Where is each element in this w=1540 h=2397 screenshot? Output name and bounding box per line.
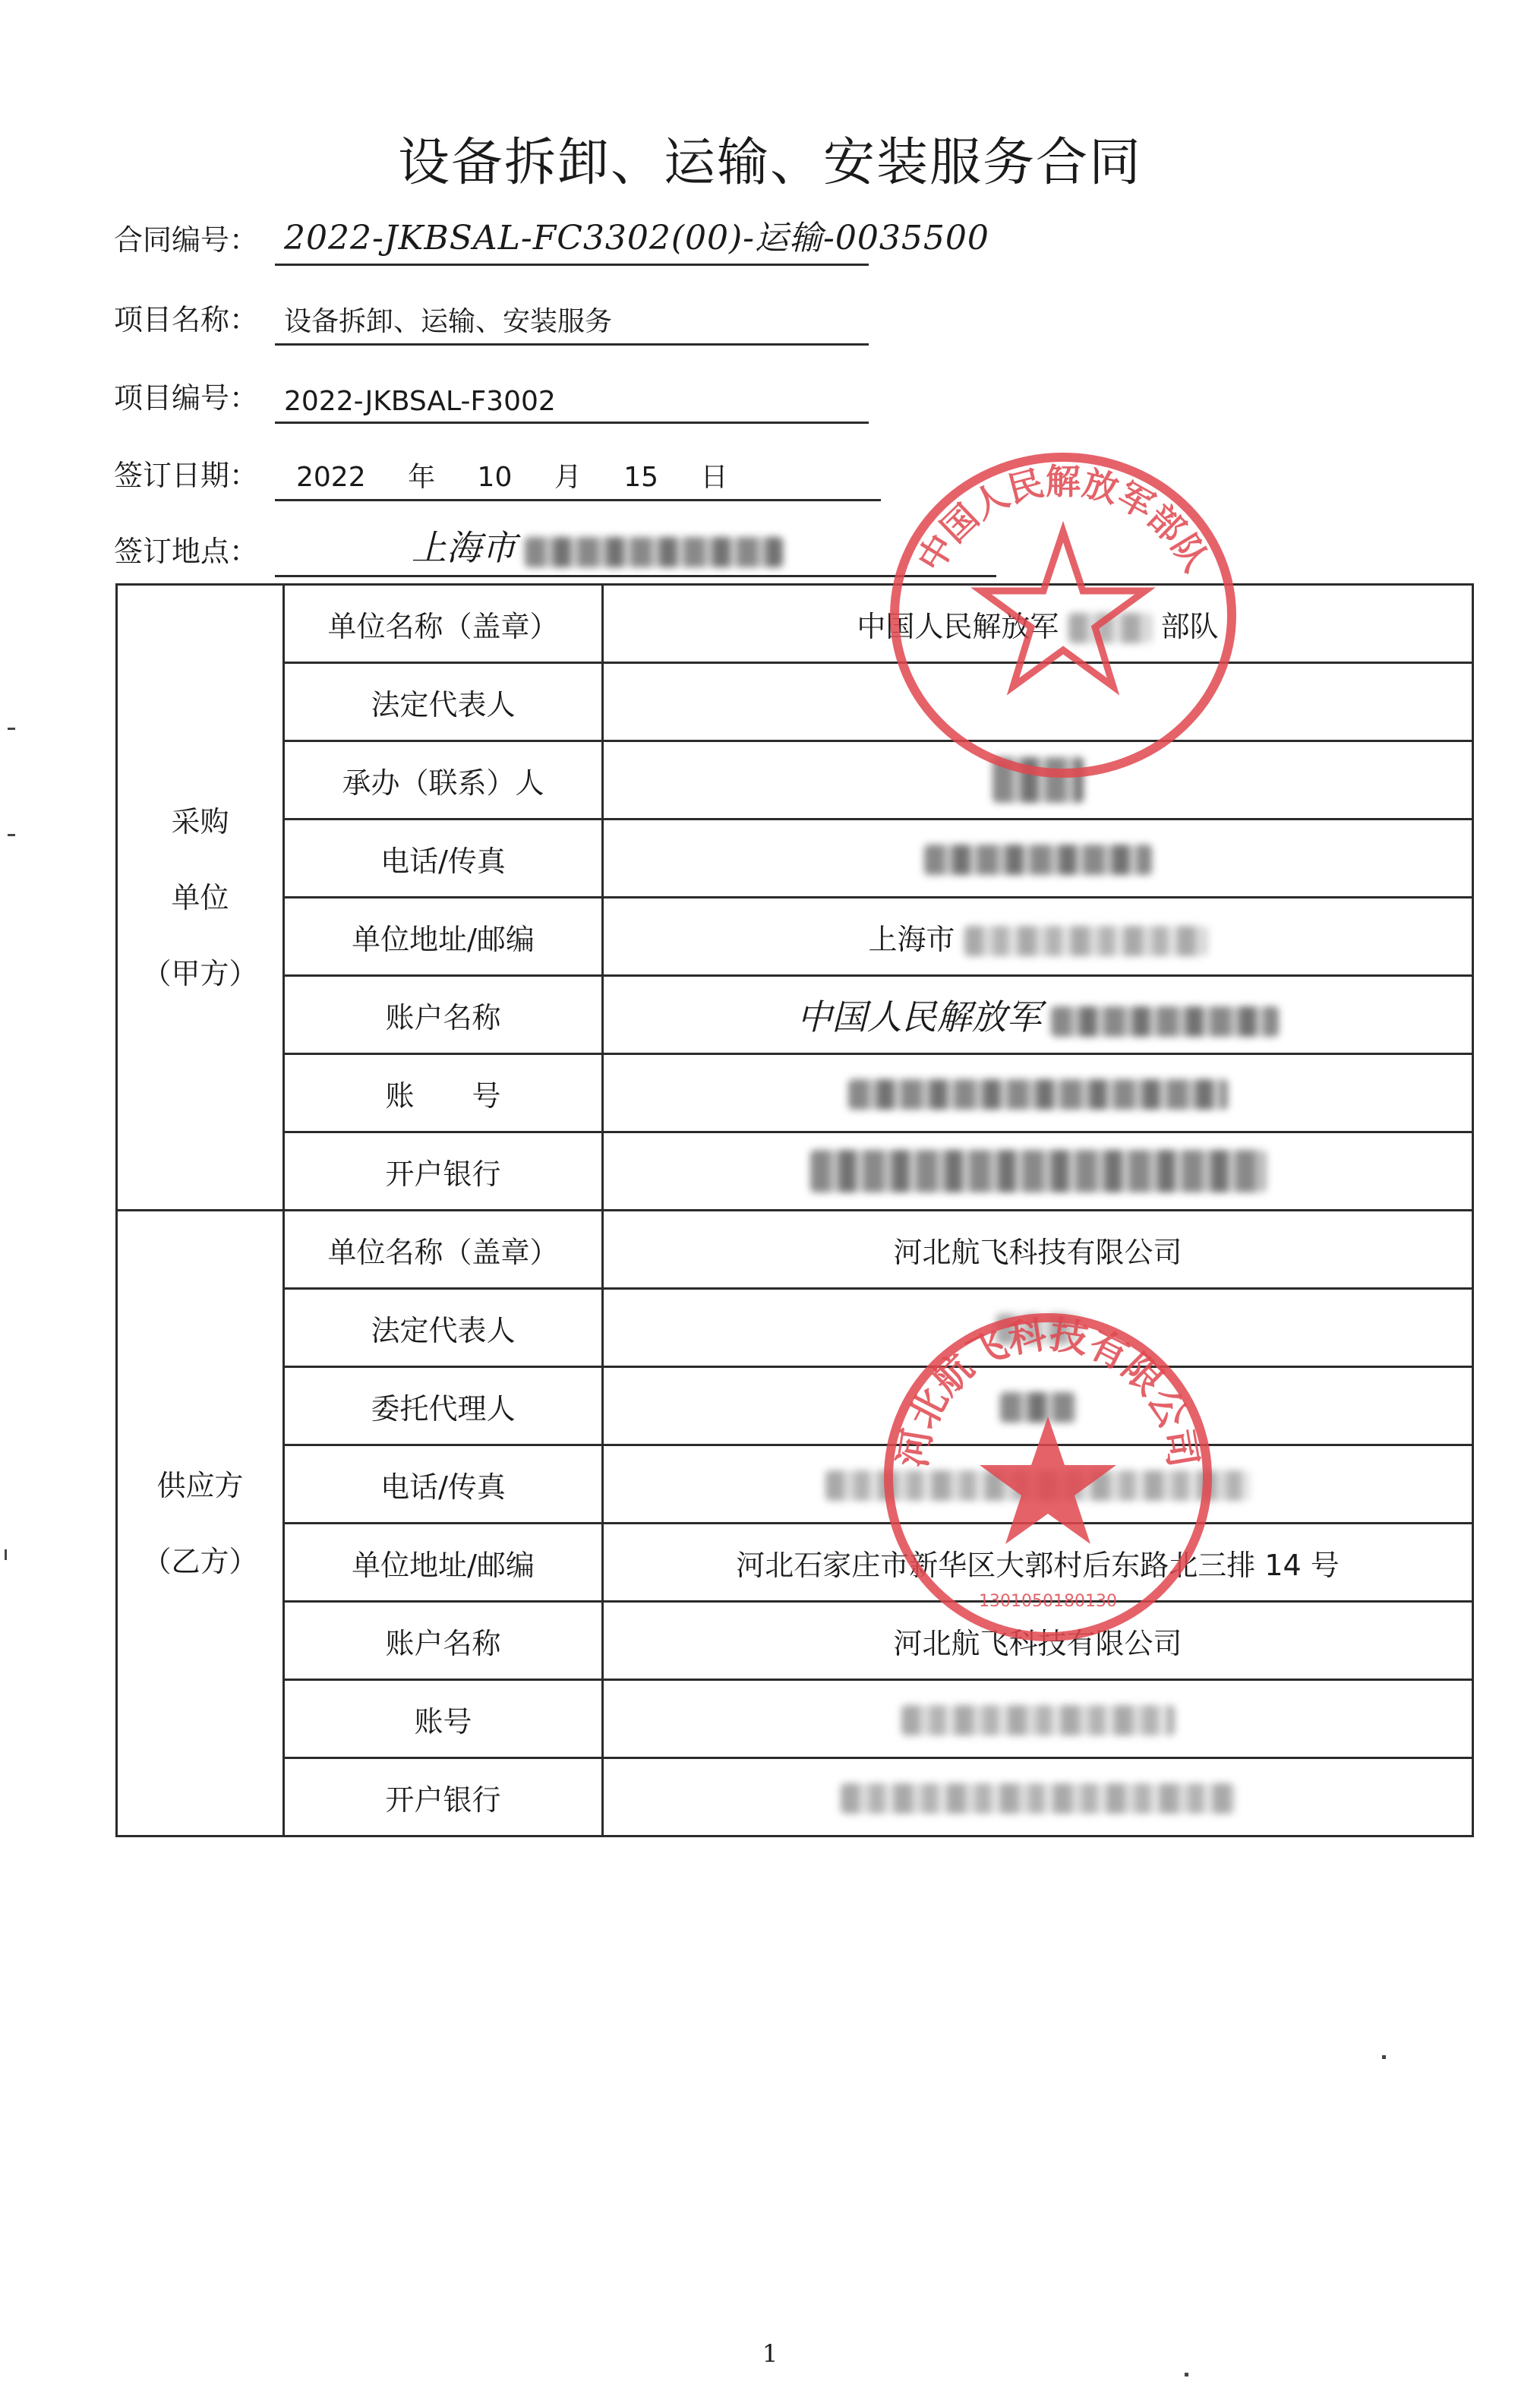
document-title: 设备拆卸、运输、安装服务合同 (397, 133, 1142, 193)
supplier-unit-name-value: 河北航飞科技有限公司 (603, 1211, 1473, 1289)
project-name-value: 设备拆卸、运输、安装服务 (275, 300, 869, 346)
supplier-side-label-1: 供应方 (156, 1468, 244, 1502)
project-no-label: 项目编号： (114, 381, 259, 415)
supplier-account-name-label: 账户名称 (284, 1602, 603, 1680)
table-row (117, 741, 1473, 820)
sign-place-redacted (525, 537, 783, 567)
buyer-bank-redacted (810, 1150, 1266, 1192)
supplier-seal-star-icon (980, 1416, 1116, 1544)
sign-place-row (114, 516, 996, 577)
supplier-account-no-redacted (901, 1705, 1175, 1735)
sign-month-unit: 月 (554, 462, 582, 493)
supplier-account-no-value (603, 1680, 1473, 1758)
sign-month: 10 (477, 462, 513, 493)
buyer-unit-name-label: 单位名称（盖章） (284, 585, 603, 663)
buyer-contact-label: 承办（联系）人 (284, 741, 603, 820)
sign-place-handwriting: 上海市 (412, 527, 516, 568)
buyer-side-label-1: 采购 (171, 804, 229, 838)
supplier-address-label: 单位地址/邮编 (284, 1524, 603, 1602)
table-row (117, 1289, 1473, 1367)
supplier-bank-label: 开户银行 (284, 1758, 603, 1836)
buyer-seal-stamp (873, 433, 1253, 790)
buyer-phone-redacted (924, 845, 1152, 875)
buyer-unit-name-pre: 中国人民解放军 (857, 609, 1059, 643)
table-row (117, 1211, 1473, 1289)
buyer-address-pre: 上海市 (868, 922, 955, 956)
sign-date-value (275, 456, 881, 501)
sign-date-row (114, 441, 881, 501)
table-row (117, 1758, 1473, 1836)
sign-day: 15 (623, 462, 659, 493)
supplier-phone-label: 电话/传真 (284, 1445, 603, 1524)
table-row (117, 1602, 1473, 1680)
scan-speck (1382, 2055, 1386, 2059)
scan-speck (5, 1549, 7, 1560)
table-row (117, 585, 1473, 663)
buyer-address-value (603, 898, 1473, 976)
supplier-legal-rep-label: 法定代表人 (284, 1289, 603, 1367)
project-no-value: 2022-JKBSAL-F3002 (275, 386, 869, 424)
buyer-side-label (117, 585, 284, 1211)
sign-year: 2022 (296, 462, 366, 493)
buyer-account-name-label: 账户名称 (284, 976, 603, 1054)
buyer-phone-value (603, 820, 1473, 898)
supplier-side-label (117, 1211, 284, 1836)
table-row (117, 1680, 1473, 1758)
supplier-address-value: 河北石家庄市新华区大郭村后东路北三排 14 号 (603, 1524, 1473, 1602)
table-row (117, 1054, 1473, 1132)
table-row (117, 820, 1473, 898)
page-number: 1 (762, 2339, 778, 2368)
buyer-phone-label: 电话/传真 (284, 820, 603, 898)
buyer-legal-rep-label: 法定代表人 (284, 663, 603, 741)
buyer-account-no-label: 账 号 (284, 1054, 603, 1132)
table-row (117, 976, 1473, 1054)
supplier-seal-stamp (873, 1303, 1223, 1652)
supplier-seal-number: 1301050180130 (979, 1592, 1117, 1611)
table-row (117, 1132, 1473, 1211)
contract-no-value: 2022-JKBSAL-FC3302(00)-运输-0035500 (275, 210, 869, 266)
scan-speck (1185, 2373, 1188, 2376)
sign-place-label: 签订地点： (114, 535, 259, 568)
supplier-account-name-value: 河北航飞科技有限公司 (603, 1602, 1473, 1680)
buyer-unit-name-post: 部队 (1160, 609, 1219, 643)
supplier-agent-label: 委托代理人 (284, 1367, 603, 1445)
contract-no-row (114, 205, 989, 266)
buyer-account-no-value (603, 1054, 1473, 1132)
buyer-side-label-2: 单位 (171, 880, 229, 914)
sign-day-unit: 日 (700, 462, 728, 493)
buyer-address-redacted (964, 926, 1207, 956)
buyer-bank-label: 开户银行 (284, 1132, 603, 1211)
contract-no-label: 合同编号： (114, 223, 259, 257)
buyer-account-name-redacted (1051, 1006, 1279, 1037)
scan-speck (8, 834, 15, 836)
parties-table (115, 583, 1474, 1837)
sign-year-unit: 年 (408, 462, 436, 493)
supplier-seal-text: 河北航飞科技有限公司 (890, 1312, 1206, 1470)
buyer-seal-text: 中国人民解放军部队 (909, 461, 1217, 579)
table-row (117, 898, 1473, 976)
supplier-account-no-label: 账号 (284, 1680, 603, 1758)
supplier-side-label-2: （乙方） (142, 1544, 258, 1578)
supplier-bank-value (603, 1758, 1473, 1836)
table-row (117, 663, 1473, 741)
table-row (117, 1367, 1473, 1445)
buyer-account-name-value (603, 976, 1473, 1054)
supplier-bank-redacted (841, 1783, 1235, 1814)
project-no-row (114, 363, 869, 424)
buyer-side-label-3: （甲方） (142, 956, 258, 990)
svg-text:中国人民解放军部队 (910, 461, 1217, 579)
table-row (117, 1524, 1473, 1602)
buyer-address-label: 单位地址/邮编 (284, 898, 603, 976)
buyer-account-no-redacted (848, 1079, 1228, 1110)
table-row (117, 1445, 1473, 1524)
project-name-row (114, 285, 869, 346)
buyer-seal-star-icon (981, 532, 1145, 687)
project-name-label: 项目名称： (114, 303, 259, 336)
scan-speck (8, 728, 15, 730)
sign-date-label: 签订日期： (114, 459, 259, 492)
supplier-unit-name-label: 单位名称（盖章） (284, 1211, 603, 1289)
buyer-account-name-handwriting: 中国人民解放军 (797, 996, 1042, 1037)
buyer-bank-value (603, 1132, 1473, 1211)
